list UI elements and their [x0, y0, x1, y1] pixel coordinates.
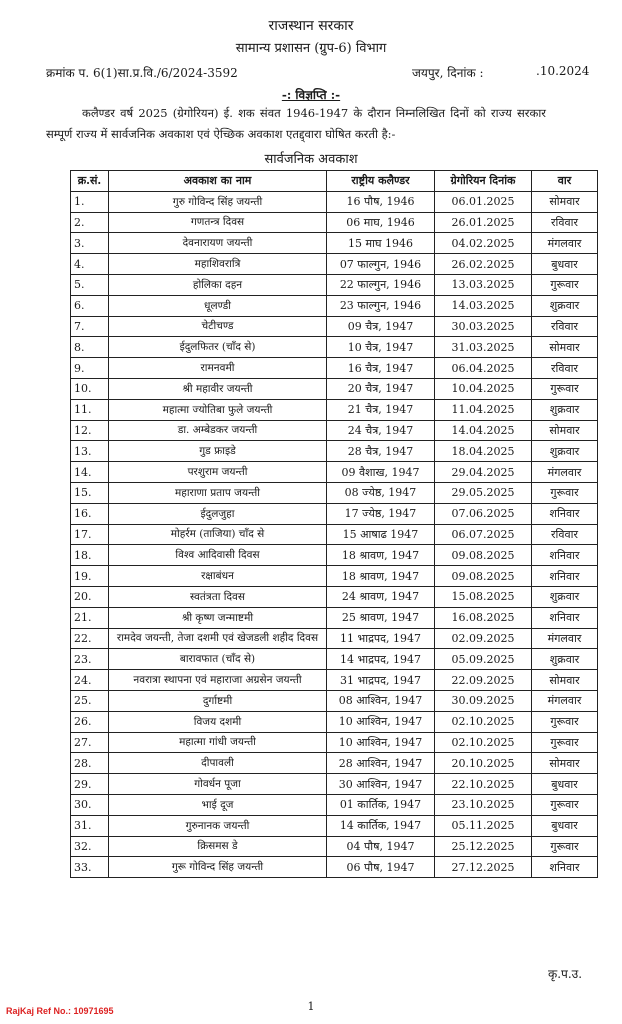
weekday-cell: शनिवार [532, 857, 598, 878]
table-row [71, 815, 598, 836]
weekday-cell: मंगलवार [532, 462, 598, 483]
weekday-cell: गुरूवार [532, 794, 598, 815]
national-date-cell: 24 श्रावण, 1947 [327, 586, 435, 607]
table-row [71, 337, 598, 358]
table-row [71, 420, 598, 441]
table-row [71, 212, 598, 233]
serial-cell: 20. [71, 586, 109, 607]
holiday-name-cell: गणतन्त्र दिवस [109, 212, 327, 233]
weekday-cell: गुरूवार [532, 482, 598, 503]
holiday-name-cell: ईदुलजुहा [109, 503, 327, 524]
weekday-cell: बुधवार [532, 815, 598, 836]
table-row [71, 254, 598, 275]
weekday-cell: गुरूवार [532, 711, 598, 732]
weekday-cell: शनिवार [532, 607, 598, 628]
holiday-name-cell: चेटीचण्ड [109, 316, 327, 337]
serial-cell: 17. [71, 524, 109, 545]
holiday-name-cell: होलिका दहन [109, 274, 327, 295]
national-date-cell: 04 पौष, 1947 [327, 836, 435, 857]
national-date-cell: 28 आश्विन, 1947 [327, 753, 435, 774]
header-day: वार [532, 171, 598, 192]
gregorian-date-cell: 04.02.2025 [435, 233, 532, 254]
gregorian-date-cell: 30.03.2025 [435, 316, 532, 337]
weekday-cell: शनिवार [532, 566, 598, 587]
gregorian-date-cell: 13.03.2025 [435, 274, 532, 295]
gregorian-date-cell: 23.10.2025 [435, 794, 532, 815]
table-row [71, 753, 598, 774]
weekday-cell: गुरूवार [532, 274, 598, 295]
gregorian-date-cell: 06.01.2025 [435, 191, 532, 212]
holiday-name-cell: गुरू गोविन्द सिंह जयन्ती [109, 857, 327, 878]
national-date-cell: 18 श्रावण, 1947 [327, 566, 435, 587]
serial-cell: 18. [71, 545, 109, 566]
gregorian-date-cell: 29.05.2025 [435, 482, 532, 503]
table-row [71, 233, 598, 254]
weekday-cell: सोमवार [532, 670, 598, 691]
table-row [71, 358, 598, 379]
header-holiday-name: अवकाश का नाम [109, 171, 327, 192]
table-row [71, 316, 598, 337]
gregorian-date-cell: 16.08.2025 [435, 607, 532, 628]
gregorian-date-cell: 02.09.2025 [435, 628, 532, 649]
gregorian-date-cell: 27.12.2025 [435, 857, 532, 878]
serial-cell: 3. [71, 233, 109, 254]
national-date-cell: 09 चैत्र, 1947 [327, 316, 435, 337]
holiday-name-cell: श्री कृष्ण जन्माष्टमी [109, 607, 327, 628]
national-date-cell: 07 फाल्गुन, 1946 [327, 254, 435, 275]
holiday-name-cell: विश्व आदिवासी दिवस [109, 545, 327, 566]
national-date-cell: 28 चैत्र, 1947 [327, 441, 435, 462]
holiday-name-cell: ईदुलफितर (चाँद से) [109, 337, 327, 358]
rajkaj-reference: RajKaj Ref No.: 10971695 [6, 1006, 114, 1016]
serial-cell: 25. [71, 690, 109, 711]
gregorian-date-cell: 09.08.2025 [435, 545, 532, 566]
holiday-name-cell: महात्मा ज्योतिबा फुले जयन्ती [109, 399, 327, 420]
header-gregorian-date: ग्रेगोरियन दिनांक [435, 171, 532, 192]
serial-cell: 2. [71, 212, 109, 233]
holiday-name-cell: क्रिसमस डे [109, 836, 327, 857]
table-row [71, 732, 598, 753]
table-row [71, 794, 598, 815]
serial-cell: 19. [71, 566, 109, 587]
table-row [71, 774, 598, 795]
holiday-name-cell: गुरुनानक जयन्ती [109, 815, 327, 836]
table-row [71, 836, 598, 857]
table-row [71, 524, 598, 545]
national-date-cell: 10 चैत्र, 1947 [327, 337, 435, 358]
national-date-cell: 10 आश्विन, 1947 [327, 711, 435, 732]
table-row [71, 690, 598, 711]
serial-cell: 9. [71, 358, 109, 379]
serial-cell: 21. [71, 607, 109, 628]
gregorian-date-cell: 22.10.2025 [435, 774, 532, 795]
weekday-cell: सोमवार [532, 753, 598, 774]
national-date-cell: 09 वैशाख, 1947 [327, 462, 435, 483]
holiday-name-cell: रक्षाबंधन [109, 566, 327, 587]
serial-cell: 5. [71, 274, 109, 295]
national-date-cell: 23 फाल्गुन, 1946 [327, 295, 435, 316]
serial-cell: 1. [71, 191, 109, 212]
national-date-cell: 06 माघ, 1946 [327, 212, 435, 233]
national-date-cell: 17 ज्येष्ठ, 1947 [327, 503, 435, 524]
table-row [71, 274, 598, 295]
gregorian-date-cell: 14.04.2025 [435, 420, 532, 441]
weekday-cell: शुक्रवार [532, 586, 598, 607]
serial-cell: 7. [71, 316, 109, 337]
gregorian-date-cell: 02.10.2025 [435, 711, 532, 732]
serial-cell: 10. [71, 378, 109, 399]
serial-cell: 22. [71, 628, 109, 649]
weekday-cell: गुरूवार [532, 732, 598, 753]
gregorian-date-cell: 06.04.2025 [435, 358, 532, 379]
weekday-cell: बुधवार [532, 774, 598, 795]
weekday-cell: मंगलवार [532, 628, 598, 649]
holiday-name-cell: मोहर्रम (ताजिया) चाँद से [109, 524, 327, 545]
table-row [71, 649, 598, 670]
holiday-name-cell: गुरु गोविन्द सिंह जयन्ती [109, 191, 327, 212]
weekday-cell: शुक्रवार [532, 441, 598, 462]
serial-cell: 28. [71, 753, 109, 774]
serial-cell: 31. [71, 815, 109, 836]
holiday-name-cell: महाराणा प्रताप जयन्ती [109, 482, 327, 503]
gregorian-date-cell: 15.08.2025 [435, 586, 532, 607]
table-row [71, 378, 598, 399]
table-row [71, 295, 598, 316]
gregorian-date-cell: 05.09.2025 [435, 649, 532, 670]
table-row [71, 545, 598, 566]
serial-cell: 6. [71, 295, 109, 316]
gregorian-date-cell: 09.08.2025 [435, 566, 532, 587]
table-row [71, 399, 598, 420]
serial-cell: 14. [71, 462, 109, 483]
holiday-name-cell: श्री महावीर जयन्ती [109, 378, 327, 399]
gregorian-date-cell: 25.12.2025 [435, 836, 532, 857]
weekday-cell: सोमवार [532, 337, 598, 358]
page-number: 1 [307, 1000, 315, 1013]
national-date-cell: 06 पौष, 1947 [327, 857, 435, 878]
holiday-name-cell: महात्मा गांधी जयन्ती [109, 732, 327, 753]
please-turn-over: कृ.प.उ. [548, 967, 583, 981]
serial-cell: 26. [71, 711, 109, 732]
national-date-cell: 25 श्रावण, 1947 [327, 607, 435, 628]
table-row [71, 441, 598, 462]
holiday-name-cell: महाशिवरात्रि [109, 254, 327, 275]
gregorian-date-cell: 26.02.2025 [435, 254, 532, 275]
serial-cell: 15. [71, 482, 109, 503]
holiday-name-cell: गोवर्धन पूजा [109, 774, 327, 795]
serial-cell: 11. [71, 399, 109, 420]
holiday-name-cell: बारावफात (चाँद से) [109, 649, 327, 670]
weekday-cell: शुक्रवार [532, 399, 598, 420]
holiday-name-cell: धूलण्डी [109, 295, 327, 316]
serial-cell: 24. [71, 670, 109, 691]
national-date-cell: 22 फाल्गुन, 1946 [327, 274, 435, 295]
serial-cell: 23. [71, 649, 109, 670]
department-heading: सामान्य प्रशासन (ग्रुप-6) विभाग [235, 41, 387, 56]
date-value: .10.2024 [536, 64, 590, 78]
national-date-cell: 08 ज्येष्ठ, 1947 [327, 482, 435, 503]
table-row [71, 503, 598, 524]
national-date-cell: 08 आश्विन, 1947 [327, 690, 435, 711]
government-heading: राजस्थान सरकार [268, 18, 354, 34]
holiday-name-cell: दुर्गाष्टमी [109, 690, 327, 711]
weekday-cell: शनिवार [532, 503, 598, 524]
national-date-cell: 10 आश्विन, 1947 [327, 732, 435, 753]
serial-cell: 13. [71, 441, 109, 462]
gregorian-date-cell: 05.11.2025 [435, 815, 532, 836]
gregorian-date-cell: 30.09.2025 [435, 690, 532, 711]
serial-cell: 32. [71, 836, 109, 857]
table-row [71, 670, 598, 691]
national-date-cell: 16 पौष, 1946 [327, 191, 435, 212]
table-row [71, 482, 598, 503]
holiday-name-cell: नवरात्रा स्थापना एवं महाराजा अग्रसेन जयन्ती [109, 670, 327, 691]
gregorian-date-cell: 14.03.2025 [435, 295, 532, 316]
weekday-cell: गुरूवार [532, 836, 598, 857]
weekday-cell: रविवार [532, 358, 598, 379]
serial-cell: 29. [71, 774, 109, 795]
holiday-name-cell: देवनारायण जयन्ती [109, 233, 327, 254]
gregorian-date-cell: 22.09.2025 [435, 670, 532, 691]
gregorian-date-cell: 11.04.2025 [435, 399, 532, 420]
national-date-cell: 31 भाद्रपद, 1947 [327, 670, 435, 691]
weekday-cell: रविवार [532, 316, 598, 337]
holiday-name-cell: रामदेव जयन्ती, तेजा दशमी एवं खेजडली शहीद दिवस [109, 628, 327, 649]
gregorian-date-cell: 29.04.2025 [435, 462, 532, 483]
gregorian-date-cell: 07.06.2025 [435, 503, 532, 524]
gregorian-date-cell: 02.10.2025 [435, 732, 532, 753]
serial-cell: 27. [71, 732, 109, 753]
weekday-cell: गुरूवार [532, 378, 598, 399]
national-date-cell: 21 चैत्र, 1947 [327, 399, 435, 420]
national-date-cell: 15 आषाढ 1947 [327, 524, 435, 545]
section-title: सार्वजनिक अवकाश [264, 152, 358, 167]
table-row [71, 628, 598, 649]
gregorian-date-cell: 26.01.2025 [435, 212, 532, 233]
gregorian-date-cell: 20.10.2025 [435, 753, 532, 774]
national-date-cell: 24 चैत्र, 1947 [327, 420, 435, 441]
holiday-name-cell: डा. अम्बेडकर जयन्ती [109, 420, 327, 441]
serial-cell: 33. [71, 857, 109, 878]
holiday-table [70, 170, 598, 878]
table-body [71, 191, 598, 877]
table-row [71, 607, 598, 628]
weekday-cell: मंगलवार [532, 233, 598, 254]
gregorian-date-cell: 18.04.2025 [435, 441, 532, 462]
national-date-cell: 01 कार्तिक, 1947 [327, 794, 435, 815]
serial-cell: 16. [71, 503, 109, 524]
holiday-name-cell: स्वतंत्रता दिवस [109, 586, 327, 607]
reference-number: क्रमांक प. 6(1)सा.प्र.वि./6/2024-3592 [46, 66, 238, 80]
weekday-cell: सोमवार [532, 420, 598, 441]
table-row [71, 586, 598, 607]
national-date-cell: 30 आश्विन, 1947 [327, 774, 435, 795]
serial-cell: 8. [71, 337, 109, 358]
weekday-cell: रविवार [532, 212, 598, 233]
weekday-cell: मंगलवार [532, 690, 598, 711]
weekday-cell: रविवार [532, 524, 598, 545]
serial-cell: 4. [71, 254, 109, 275]
holiday-name-cell: रामनवमी [109, 358, 327, 379]
place-date-label: जयपुर, दिनांक : [412, 66, 484, 80]
weekday-cell: बुधवार [532, 254, 598, 275]
national-date-cell: 20 चैत्र, 1947 [327, 378, 435, 399]
gregorian-date-cell: 06.07.2025 [435, 524, 532, 545]
national-date-cell: 18 श्रावण, 1947 [327, 545, 435, 566]
holiday-name-cell: दीपावली [109, 753, 327, 774]
table-row [71, 857, 598, 878]
table-row [71, 711, 598, 732]
national-date-cell: 14 कार्तिक, 1947 [327, 815, 435, 836]
gregorian-date-cell: 31.03.2025 [435, 337, 532, 358]
intro-paragraph: कलैण्डर वर्ष 2025 (ग्रेगोरियन) ई. शक संवत 1946-1947 के दौरान निम्नलिखित दिनों को राज्य सरकार सम्पूर्ण राज्य में सार्वजनिक अवकाश एवं ऐच्छिक अवकाश एतद्द्वारा घोषित करती है:- [46, 106, 546, 141]
holiday-name-cell: विजय दशमी [109, 711, 327, 732]
holiday-name-cell: गुड फ्राइडे [109, 441, 327, 462]
table-row [71, 191, 598, 212]
weekday-cell: सोमवार [532, 191, 598, 212]
notice-title: -: विज्ञप्ति :- [281, 88, 341, 102]
holiday-name-cell: भाई दूज [109, 794, 327, 815]
serial-cell: 12. [71, 420, 109, 441]
serial-cell: 30. [71, 794, 109, 815]
table-header-row [71, 171, 598, 192]
gregorian-date-cell: 10.04.2025 [435, 378, 532, 399]
table-row [71, 566, 598, 587]
national-date-cell: 15 माघ 1946 [327, 233, 435, 254]
header-serial: क्र.सं. [71, 171, 109, 192]
holiday-name-cell: परशुराम जयन्ती [109, 462, 327, 483]
weekday-cell: शुक्रवार [532, 295, 598, 316]
table-row [71, 462, 598, 483]
national-date-cell: 16 चैत्र, 1947 [327, 358, 435, 379]
national-date-cell: 14 भाद्रपद, 1947 [327, 649, 435, 670]
national-date-cell: 11 भाद्रपद, 1947 [327, 628, 435, 649]
weekday-cell: शनिवार [532, 545, 598, 566]
weekday-cell: शुक्रवार [532, 649, 598, 670]
header-national-calendar: राष्ट्रीय कलैण्डर [327, 171, 435, 192]
